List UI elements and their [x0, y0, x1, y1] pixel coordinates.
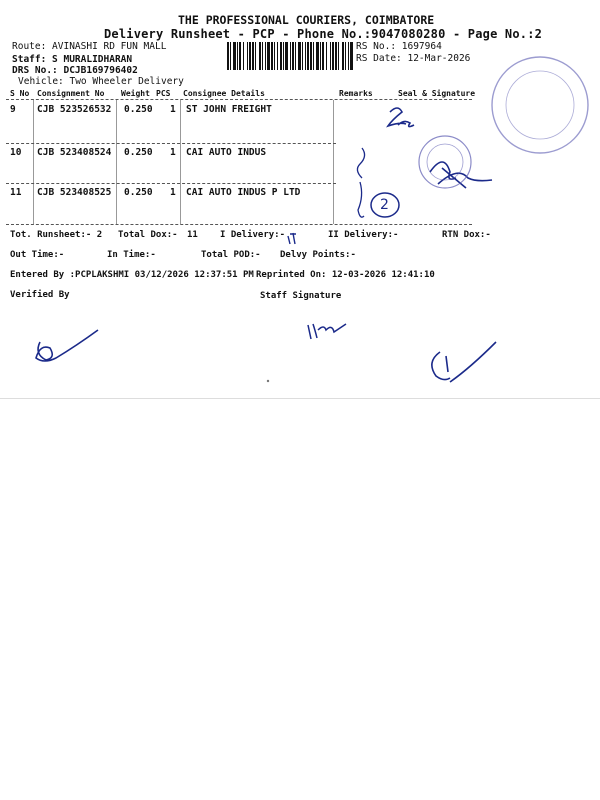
col-pcs: PCS [156, 89, 171, 98]
col-sno: S No [10, 89, 30, 98]
row-sno: 9 [10, 104, 16, 115]
bracket-mark [357, 148, 364, 217]
delvy-points: Delvy Points:- [280, 250, 356, 260]
row-sno: 11 [10, 187, 22, 198]
row-consignee: CAI AUTO INDUS [186, 147, 267, 158]
in-time: In Time:- [107, 250, 156, 260]
reprinted-on: Reprinted On: 12-03-2026 12:41:10 [256, 270, 435, 280]
row-pcs: 1 [170, 187, 176, 198]
staff-label: Staff: S MURALIDHARAN [12, 54, 133, 65]
row-consignee: CAI AUTO INDUS P LTD [186, 187, 301, 198]
row-consignee: ST JOHN FREIGHT [186, 104, 272, 115]
tot-runsheet: Tot. Runsheet:- 2 [10, 230, 103, 240]
i-delivery: I Delivery:- [220, 230, 286, 240]
col-consignee: Consignee Details [183, 89, 265, 98]
rtn-dox: RTN Dox:- [442, 230, 491, 240]
signature-row-10 [430, 162, 492, 188]
rs-date: RS Date: 12-Mar-2026 [356, 53, 471, 64]
circled-mark-text: 2 [380, 197, 389, 213]
staff-signature-mark [308, 324, 346, 339]
row-pcs: 1 [170, 104, 176, 115]
rs-number: RS No.: 1697964 [356, 41, 442, 52]
ii-delivery: II Delivery:- [328, 230, 399, 240]
row-consignment-no: CJB 523408525 [37, 187, 112, 198]
total-dox-label: Total Dox:- [118, 230, 178, 240]
row-weight: 0.250 [124, 104, 153, 115]
col-remarks: Remarks [339, 89, 373, 98]
dot-mark [267, 380, 269, 382]
page-end-line [0, 398, 600, 399]
verified-by: Verified By [10, 290, 70, 300]
company-stamp-inner-ring [506, 71, 574, 139]
verified-by-signature [36, 330, 98, 361]
row-weight: 0.250 [124, 187, 153, 198]
row-consignment-no: CJB 523408524 [37, 147, 112, 158]
delivery-tick-mark [288, 233, 296, 244]
col-seal-signature: Seal & Signature [398, 89, 476, 98]
signature-row-9 [388, 108, 414, 127]
stamp-inner-ring [427, 144, 463, 180]
row-pcs: 1 [170, 147, 176, 158]
right-signature [432, 342, 496, 382]
col-weight: Weight [121, 89, 150, 98]
entered-by: Entered By :PCPLAKSHMI 03/12/2026 12:37:51 PM [10, 270, 254, 280]
company-title: THE PROFESSIONAL COURIERS, COIMBATORE [178, 13, 435, 27]
vehicle-label: Vehicle: Two Wheeler Delivery [18, 76, 184, 87]
row-weight: 0.250 [124, 147, 153, 158]
total-dox-value: 11 [187, 230, 198, 240]
staff-signature: Staff Signature [260, 291, 342, 301]
row-consignment-no: CJB 523526532 [37, 104, 112, 115]
route-label: Route: AVINASHI RD FUN MALL [12, 41, 167, 52]
total-pod: Total POD:- [201, 250, 261, 260]
col-consignment: Consignment No [37, 89, 105, 98]
row-sno: 10 [10, 147, 22, 158]
out-time: Out Time:- [10, 250, 65, 260]
drs-label: DRS No.: DCJB169796402 [12, 65, 138, 76]
runsheet-subtitle: Delivery Runsheet - PCP - Phone No.:9047080280 - Page No.:2 [104, 27, 543, 41]
